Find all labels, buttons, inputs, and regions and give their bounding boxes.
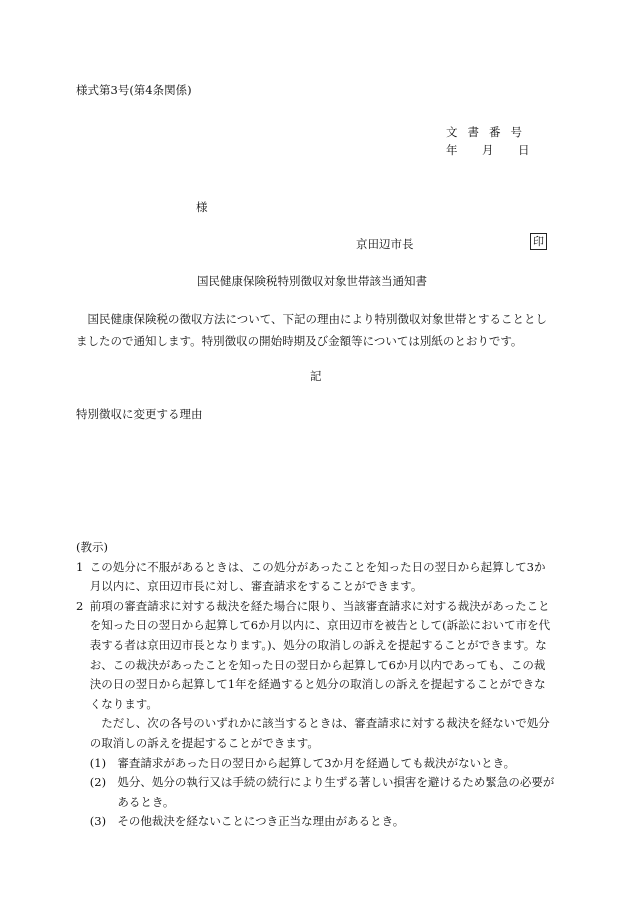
reason-label: 特別徴収に変更する理由 (76, 407, 203, 421)
instruction-section (76, 538, 556, 832)
document-title: 国民健康保険税特別徴収対象世帯該当通知書 (197, 274, 427, 288)
date-month-label: 月 (482, 143, 494, 157)
sub-item-number: (3) (89, 814, 107, 829)
sender-name: 京田辺市長 (356, 237, 414, 251)
sub-item-text: 審査請求があった日の翌日から起算して3か月を経過しても裁決がないとき。 (117, 755, 516, 770)
seal-mark: 印 (530, 233, 547, 250)
date-day-label: 日 (518, 143, 530, 157)
item-text: 前項の審査請求に対する裁決を経た場合に限り、当該審査請求に対する裁決があったことを知った日の翌日から起算して6か月以内に、京田辺市を被告として(訴訟において市を代表する者は京田辺市長となります。)、処分の取消しの訴えを提起することができます。なお、この裁決があったことを知った日の翌日から起算して6か月以内であっても、この裁決の日の翌日から起算して1年を経過すると処分の取消しの訴えを提起することができなくなります。 (89, 598, 551, 711)
instruction-heading: (教示) (76, 540, 108, 554)
instruction-item (76, 558, 556, 597)
sub-item (76, 812, 556, 832)
addressee-suffix: 様 (196, 200, 208, 214)
ki-heading: 記 (310, 369, 322, 383)
instruction-item (76, 597, 556, 715)
sub-item-text: 処分、処分の執行又は手続の続行により生ずる著しい損害を避けるため緊急の必要があるとき。 (117, 775, 555, 809)
body-paragraph: 国民健康保険税の徴収方法について、下記の理由により特別徴収対象世帯とすることとしましたので通知します。特別徴収の開始時期及び金額等については別紙のとおりです。 (76, 312, 548, 348)
proviso-text: ただし、次の各号のいずれかに該当するときは、審査請求に対する裁決を経ないで処分の取消しの訴えを提起することができます。 (89, 716, 550, 750)
sub-item-text: その他裁決を経ないことにつき正当な理由があるとき。 (117, 814, 405, 829)
document-number-label: 文書番号 (446, 125, 532, 139)
item-text: この処分に不服があるときは、この処分があったことを知った日の翌日から起算して3か月以内に、京田辺市長に対し、審査請求をすることができます。 (89, 559, 546, 594)
sub-item-number: (2) (89, 775, 107, 790)
date-year-label: 年 (446, 143, 458, 157)
form-number: 様式第3号(第4条関係) (76, 83, 192, 97)
sub-item (76, 754, 556, 774)
item-number: 2 (76, 598, 84, 613)
item-number: 1 (76, 559, 84, 574)
date-line (446, 142, 530, 158)
sub-item-number: (1) (89, 755, 107, 770)
sub-item (76, 773, 556, 812)
